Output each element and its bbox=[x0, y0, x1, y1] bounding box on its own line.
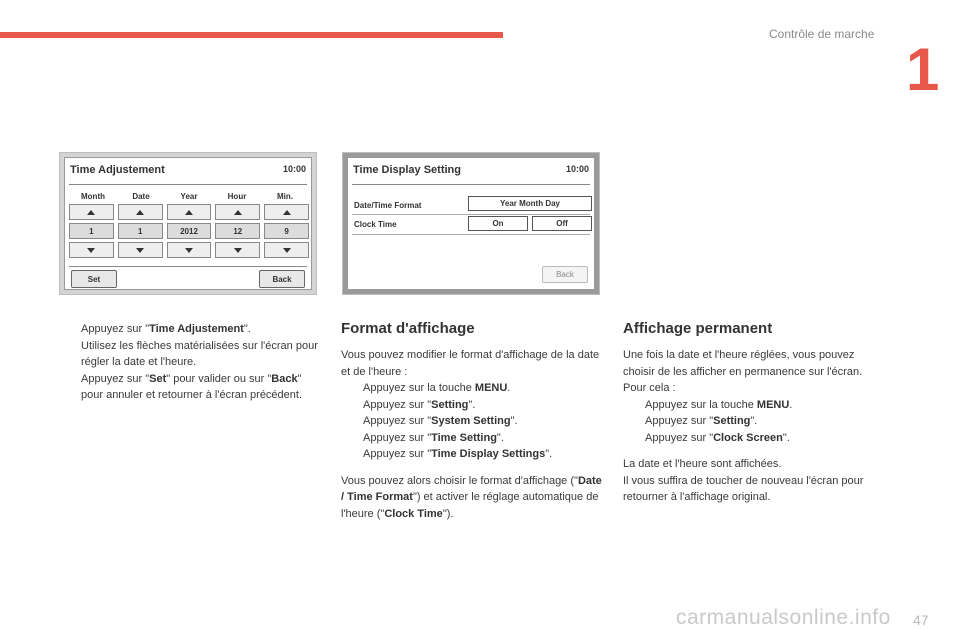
screen-time-display-panel bbox=[347, 157, 595, 290]
arrow-down-icon bbox=[136, 248, 144, 253]
paragraph: Une fois la date et l'heure réglées, vous pouvez choisir de les afficher en permanence sur l'écran. Pour cela : bbox=[623, 349, 863, 394]
month-value: 1 bbox=[69, 223, 114, 239]
date-down-button[interactable] bbox=[118, 242, 163, 258]
year-down-button[interactable] bbox=[167, 242, 212, 258]
year-value: 2012 bbox=[167, 223, 212, 239]
min-up-button[interactable] bbox=[264, 204, 309, 220]
date-value: 1 bbox=[118, 223, 163, 239]
arrow-up-icon bbox=[185, 210, 193, 215]
arrow-down-icon bbox=[185, 248, 193, 253]
list-item: Appuyez sur "Time Display Settings". bbox=[363, 448, 553, 460]
section-heading: Format d'affichage bbox=[341, 320, 475, 337]
permanent-display-section bbox=[623, 319, 888, 506]
hour-value: 12 bbox=[215, 223, 260, 239]
screen-clock: 10:00 bbox=[565, 164, 589, 174]
arrow-up-icon bbox=[87, 210, 95, 215]
screen-title: Time Display Setting bbox=[353, 164, 461, 176]
screen-clock: 10:00 bbox=[282, 164, 306, 174]
label-month: Month bbox=[81, 192, 105, 201]
chapter-number: 1 bbox=[906, 36, 940, 103]
paragraph: Il vous suffira de toucher de nouveau l'écran pour retourner à l'affichage original. bbox=[623, 474, 864, 503]
screen-time-adjustment bbox=[59, 152, 317, 295]
adjust-grid bbox=[69, 204, 309, 258]
page-number: 47 bbox=[913, 612, 929, 628]
list-item: Appuyez sur "Time Adjustement". bbox=[81, 323, 251, 335]
screen-time-adjustment-panel bbox=[64, 157, 312, 290]
min-value: 9 bbox=[264, 223, 309, 239]
set-button[interactable]: Set bbox=[71, 270, 117, 288]
label-min: Min. bbox=[277, 192, 293, 201]
screen-time-display-setting bbox=[342, 152, 600, 295]
format-option-button[interactable]: Year Month Day bbox=[468, 196, 592, 211]
date-up-button[interactable] bbox=[118, 204, 163, 220]
month-up-button[interactable] bbox=[69, 204, 114, 220]
column-labels bbox=[69, 192, 309, 201]
arrow-down-icon bbox=[283, 248, 291, 253]
list-item: Appuyez sur la touche MENU. bbox=[645, 398, 793, 411]
paragraph: Vous pouvez alors choisir le format d'affichage ("Date / Time Format") et activer le réglage automatique de l'heure ("Clock Time"). bbox=[341, 474, 602, 520]
clock-time-label: Clock Time bbox=[354, 220, 397, 229]
watermark: carmanualsonline.info bbox=[676, 606, 891, 629]
arrow-up-icon bbox=[136, 210, 144, 215]
instructions-left bbox=[59, 321, 319, 404]
date-time-format-label: Date/Time Format bbox=[354, 201, 422, 210]
list-item: Appuyez sur "System Setting". bbox=[363, 415, 518, 427]
back-button[interactable]: Back bbox=[259, 270, 305, 288]
label-year: Year bbox=[180, 192, 198, 201]
arrow-down-icon bbox=[234, 248, 242, 253]
year-up-button[interactable] bbox=[167, 204, 212, 220]
list-item: Utilisez les flèches matérialisées sur l'écran pour régler la date et l'heure. bbox=[81, 339, 318, 368]
list-item: Appuyez sur "Clock Screen". bbox=[645, 431, 790, 444]
divider bbox=[352, 214, 590, 215]
list-item: Appuyez sur "Setting". bbox=[363, 398, 476, 411]
screen-title: Time Adjustement bbox=[70, 164, 165, 176]
paragraph: La date et l'heure sont affichées. bbox=[623, 458, 782, 470]
divider bbox=[69, 266, 307, 267]
hour-up-button[interactable] bbox=[215, 204, 260, 220]
arrow-down-icon bbox=[87, 248, 95, 253]
month-down-button[interactable] bbox=[69, 242, 114, 258]
section-title: Contrôle de marche bbox=[769, 27, 875, 41]
header-accent-bar bbox=[0, 32, 503, 38]
divider bbox=[352, 184, 590, 185]
hour-down-button[interactable] bbox=[215, 242, 260, 258]
list-item: Appuyez sur "Set" pour valider ou sur "Back" pour annuler et retourner à l'écran précédent. bbox=[81, 372, 303, 401]
label-date: Date bbox=[132, 192, 150, 201]
clock-on-button[interactable]: On bbox=[468, 216, 528, 231]
back-button[interactable]: Back bbox=[542, 266, 588, 283]
label-hour: Hour bbox=[227, 192, 247, 201]
min-down-button[interactable] bbox=[264, 242, 309, 258]
format-section bbox=[341, 319, 606, 522]
section-heading: Affichage permanent bbox=[623, 320, 773, 337]
paragraph: Vous pouvez modifier le format d'affichage de la date et de l'heure : bbox=[341, 349, 600, 378]
arrow-up-icon bbox=[234, 210, 242, 215]
divider bbox=[352, 234, 590, 235]
list-item: Appuyez sur "Time Setting". bbox=[363, 431, 504, 444]
divider bbox=[69, 184, 307, 185]
arrow-up-icon bbox=[283, 210, 291, 215]
list-item: Appuyez sur "Setting". bbox=[645, 415, 758, 427]
clock-off-button[interactable]: Off bbox=[532, 216, 592, 231]
list-item: Appuyez sur la touche MENU. bbox=[363, 382, 511, 394]
